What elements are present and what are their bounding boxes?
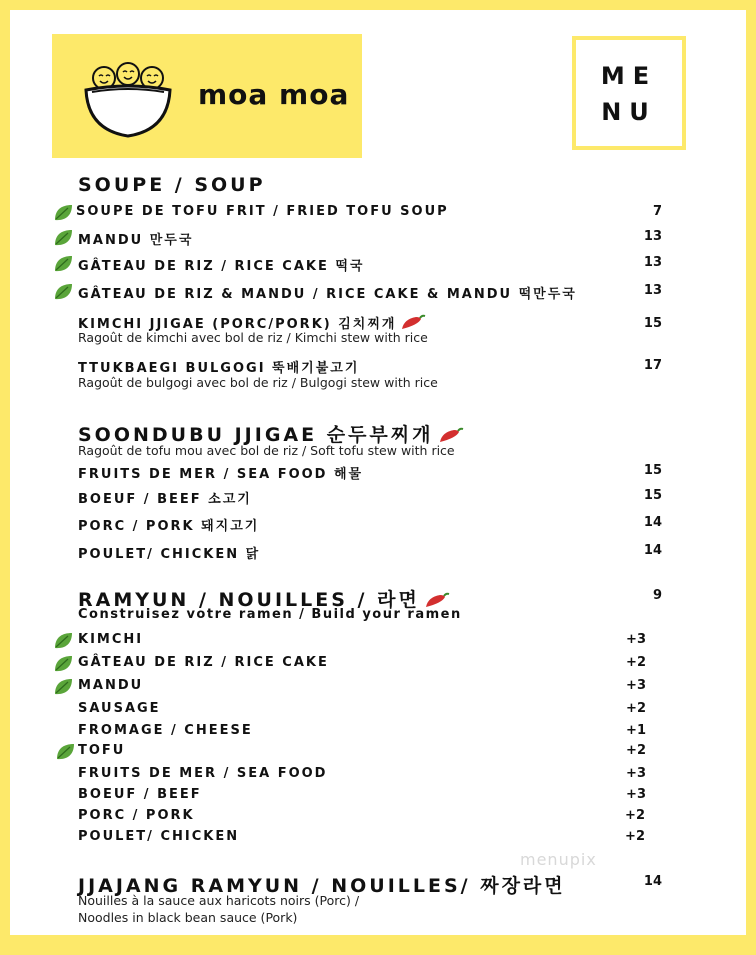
- topping-price: +3: [626, 787, 646, 802]
- ramyun-base-price: 9: [652, 588, 662, 603]
- soup-item-name: KIMCHI JJIGAE (PORC/PORK) 김치찌개: [78, 317, 397, 332]
- menu-label-box: [572, 36, 686, 150]
- soondubu-item-price: 15: [643, 488, 662, 503]
- topping-price: +3: [626, 766, 646, 781]
- soup-item-name: MANDU 만두국: [78, 233, 194, 248]
- soup-item-price: 17: [643, 358, 662, 373]
- vegetarian-leaf-icon: [53, 229, 73, 247]
- logo-banner: [52, 34, 362, 158]
- soup-item-name: GÂTEAU DE RIZ / RICE CAKE 떡국: [78, 259, 365, 274]
- restaurant-name: moa moa: [198, 78, 350, 111]
- jjajang-price: 14: [643, 874, 662, 889]
- topping-name: SAUSAGE: [78, 701, 161, 716]
- topping-name: PORC / PORK: [78, 808, 195, 823]
- soup-item-price: 13: [643, 229, 662, 244]
- topping-price: +3: [626, 632, 646, 647]
- soondubu-item-name: PORC / PORK 돼지고기: [78, 519, 260, 534]
- topping-name: FRUITS DE MER / SEA FOOD: [78, 766, 328, 781]
- watermark: menupix: [520, 850, 597, 869]
- vegetarian-leaf-icon: [53, 204, 73, 222]
- vegetarian-leaf-icon: [53, 632, 73, 650]
- topping-price: +3: [626, 678, 646, 693]
- topping-price: +2: [626, 701, 646, 716]
- section-title-jjajang: JJAJANG RAMYUN / NOUILLES/ 짜장라면: [78, 875, 566, 897]
- soondubu-item-price: 15: [643, 463, 662, 478]
- soup-item-price: 15: [643, 316, 662, 331]
- vegetarian-leaf-icon: [53, 283, 73, 301]
- soup-item-name: GÂTEAU DE RIZ & MANDU / RICE CAKE & MANDU 떡만두국: [78, 287, 577, 302]
- soondubu-desc: Ragoût de tofu mou avec bol de riz / Soft tofu stew with rice: [78, 443, 455, 458]
- jjajang-desc-line1: Nouilles à la sauce aux haricots noirs (Porc) /: [78, 893, 360, 908]
- soup-item-desc: Ragoût de kimchi avec bol de riz / Kimchi stew with rice: [78, 330, 428, 345]
- topping-price: +2: [625, 808, 645, 823]
- soondubu-item-name: FRUITS DE MER / SEA FOOD 해물: [78, 467, 364, 482]
- soondubu-item-name: BOEUF / BEEF 소고기: [78, 492, 252, 507]
- soondubu-item-name: POULET/ CHICKEN 닭: [78, 547, 261, 562]
- soup-item-price: 7: [652, 204, 662, 219]
- vegetarian-leaf-icon: [53, 255, 73, 273]
- vegetarian-leaf-icon: [53, 655, 73, 673]
- menu-page: [10, 10, 746, 935]
- soondubu-item-price: 14: [643, 515, 662, 530]
- soup-item-desc: Ragoût de bulgogi avec bol de riz / Bulgogi stew with rice: [78, 375, 438, 390]
- soup-item-name: SOUPE DE TOFU FRIT / FRIED TOFU SOUP: [76, 204, 449, 219]
- topping-name: BOEUF / BEEF: [78, 787, 202, 802]
- topping-price: +1: [626, 723, 646, 738]
- topping-name: POULET/ CHICKEN: [78, 829, 240, 844]
- topping-price: +2: [626, 655, 646, 670]
- vegetarian-leaf-icon: [55, 743, 75, 761]
- menu-label-line2: NU: [601, 98, 657, 126]
- topping-price: +2: [626, 743, 646, 758]
- soondubu-item-price: 14: [643, 543, 662, 558]
- topping-name: KIMCHI: [78, 632, 144, 647]
- section-title-soup: SOUPE / SOUP: [78, 174, 266, 196]
- topping-name: GÂTEAU DE RIZ / RICE CAKE: [78, 655, 329, 670]
- jjajang-desc-line2: Noodles in black bean sauce (Pork): [78, 910, 298, 925]
- menu-label-line1: ME: [600, 62, 658, 90]
- topping-name: FROMAGE / CHEESE: [78, 723, 253, 738]
- ramyun-subtitle: Construisez votre ramen / Build your ramen: [78, 607, 462, 622]
- rice-bowl-icon: [80, 46, 176, 142]
- section-title-text: SOONDUBU JJIGAE 순두부찌개: [78, 424, 434, 446]
- topping-name: TOFU: [78, 743, 126, 758]
- soup-item-price: 13: [643, 255, 662, 270]
- soup-item-price: 13: [643, 283, 662, 298]
- spicy-chili-icon: [400, 313, 426, 331]
- topping-name: MANDU: [78, 678, 144, 693]
- topping-price: +2: [625, 829, 645, 844]
- section-title-text: RAMYUN / NOUILLES / 라면: [78, 589, 420, 611]
- soup-item-name: TTUKBAEGI BULGOGI 뚝배기불고기: [78, 361, 360, 376]
- spicy-chili-icon: [438, 426, 464, 444]
- vegetarian-leaf-icon: [53, 678, 73, 696]
